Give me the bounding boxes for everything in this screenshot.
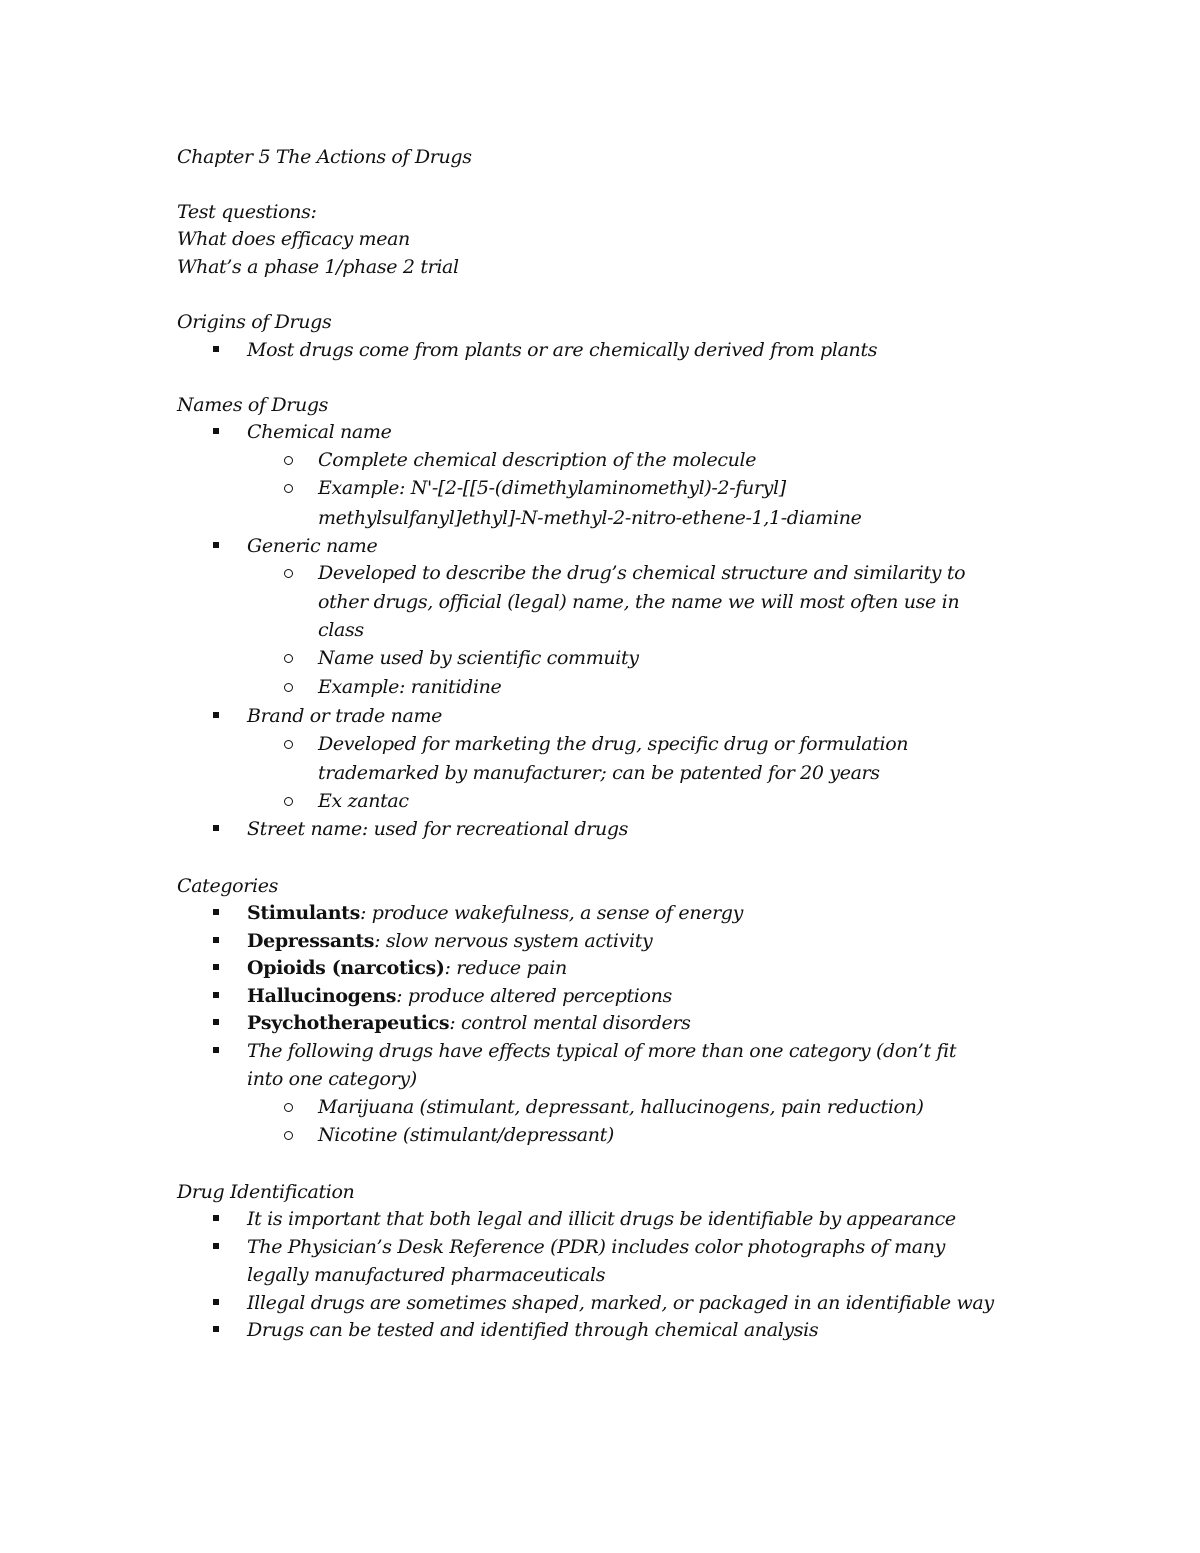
category-desc: : produce wakefulness, a sense of energy: [359, 902, 744, 924]
category-term: Opioids (narcotics): [247, 957, 445, 979]
page-title: Chapter 5 The Actions of Drugs: [177, 146, 472, 168]
square-bullet-icon: [213, 937, 219, 943]
category-desc: : slow nervous system activity: [374, 930, 653, 952]
names-brand-sub-1-line-2: trademarked by manufacturer; can be patented for 20 years: [318, 762, 880, 784]
names-heading: Names of Drugs: [177, 394, 329, 416]
category-desc: : produce altered perceptions: [396, 985, 672, 1007]
category-item: [247, 954, 567, 982]
identification-bullet-2-line-2: legally manufactured pharmaceuticals: [247, 1264, 606, 1286]
square-bullet-icon: [213, 428, 219, 434]
circle-bullet-icon: [284, 683, 293, 692]
names-generic-sub-3: Example: ranitidine: [318, 676, 502, 698]
test-question-2: What’s a phase 1/phase 2 trial: [177, 256, 459, 278]
category-term: Psychotherapeutics: [247, 1012, 450, 1034]
circle-bullet-icon: [284, 654, 293, 663]
names-brand: Brand or trade name: [247, 705, 443, 727]
names-generic-sub-2: Name used by scientific commuity: [318, 647, 639, 669]
origins-bullet-1: Most drugs come from plants or are chemically derived from plants: [247, 339, 878, 361]
names-chemical-sub-1: Complete chemical description of the molecule: [318, 449, 757, 471]
categories-multi-line-2: into one category): [247, 1068, 417, 1090]
identification-bullet-3: Illegal drugs are sometimes shaped, marked, or packaged in an identifiable way: [247, 1292, 994, 1314]
names-generic-sub-1-line-2: other drugs, official (legal) name, the name we will most often use in: [318, 591, 960, 613]
circle-bullet-icon: [284, 1131, 293, 1140]
category-desc: : control mental disorders: [449, 1012, 691, 1034]
category-term: Hallucinogens: [247, 985, 397, 1007]
category-term: Stimulants: [247, 902, 360, 924]
square-bullet-icon: [213, 1215, 219, 1221]
square-bullet-icon: [213, 1299, 219, 1305]
names-chemical: Chemical name: [247, 421, 392, 443]
test-question-1: What does efficacy mean: [177, 228, 410, 250]
circle-bullet-icon: [284, 569, 293, 578]
identification-bullet-4: Drugs can be tested and identified through chemical analysis: [247, 1319, 819, 1341]
identification-heading: Drug Identification: [177, 1181, 355, 1203]
circle-bullet-icon: [284, 740, 293, 749]
origins-heading: Origins of Drugs: [177, 311, 332, 333]
square-bullet-icon: [213, 909, 219, 915]
identification-bullet-1: It is important that both legal and illicit drugs be identifiable by appearance: [247, 1208, 956, 1230]
square-bullet-icon: [213, 712, 219, 718]
category-item: [247, 982, 672, 1010]
test-questions-heading: Test questions:: [177, 201, 317, 223]
square-bullet-icon: [213, 542, 219, 548]
categories-multi-sub-2: Nicotine (stimulant/depressant): [318, 1124, 614, 1146]
categories-multi-sub-1: Marijuana (stimulant, depressant, hallucinogens, pain reduction): [318, 1096, 924, 1118]
circle-bullet-icon: [284, 456, 293, 465]
square-bullet-icon: [213, 1326, 219, 1332]
names-chemical-sub-2-line-1: Example: N'-[2-[[5-(dimethylaminomethyl)-2-furyl]: [318, 477, 786, 499]
categories-heading: Categories: [177, 875, 279, 897]
names-brand-sub-2: Ex zantac: [318, 790, 409, 812]
categories-multi-line-1: The following drugs have effects typical of more than one category (don’t fit: [247, 1040, 957, 1062]
category-item: [247, 927, 652, 955]
category-item: [247, 899, 743, 927]
category-term: Depressants: [247, 930, 375, 952]
names-generic-sub-1-line-1: Developed to describe the drug’s chemical structure and similarity to: [318, 562, 966, 584]
identification-bullet-2-line-1: The Physician’s Desk Reference (PDR) includes color photographs of many: [247, 1236, 946, 1258]
square-bullet-icon: [213, 1019, 219, 1025]
square-bullet-icon: [213, 825, 219, 831]
circle-bullet-icon: [284, 484, 293, 493]
square-bullet-icon: [213, 1047, 219, 1053]
names-generic-sub-1-line-3: class: [318, 619, 364, 641]
circle-bullet-icon: [284, 1103, 293, 1112]
circle-bullet-icon: [284, 797, 293, 806]
square-bullet-icon: [213, 346, 219, 352]
category-item: [247, 1009, 691, 1037]
square-bullet-icon: [213, 992, 219, 998]
square-bullet-icon: [213, 964, 219, 970]
category-desc: : reduce pain: [444, 957, 567, 979]
names-brand-sub-1-line-1: Developed for marketing the drug, specific drug or formulation: [318, 733, 909, 755]
names-chemical-sub-2-line-2: methylsulfanyl]ethyl]-N-methyl-2-nitro-ethene-1,1-diamine: [318, 507, 862, 529]
names-street: Street name: used for recreational drugs: [247, 818, 629, 840]
names-generic: Generic name: [247, 535, 378, 557]
square-bullet-icon: [213, 1243, 219, 1249]
